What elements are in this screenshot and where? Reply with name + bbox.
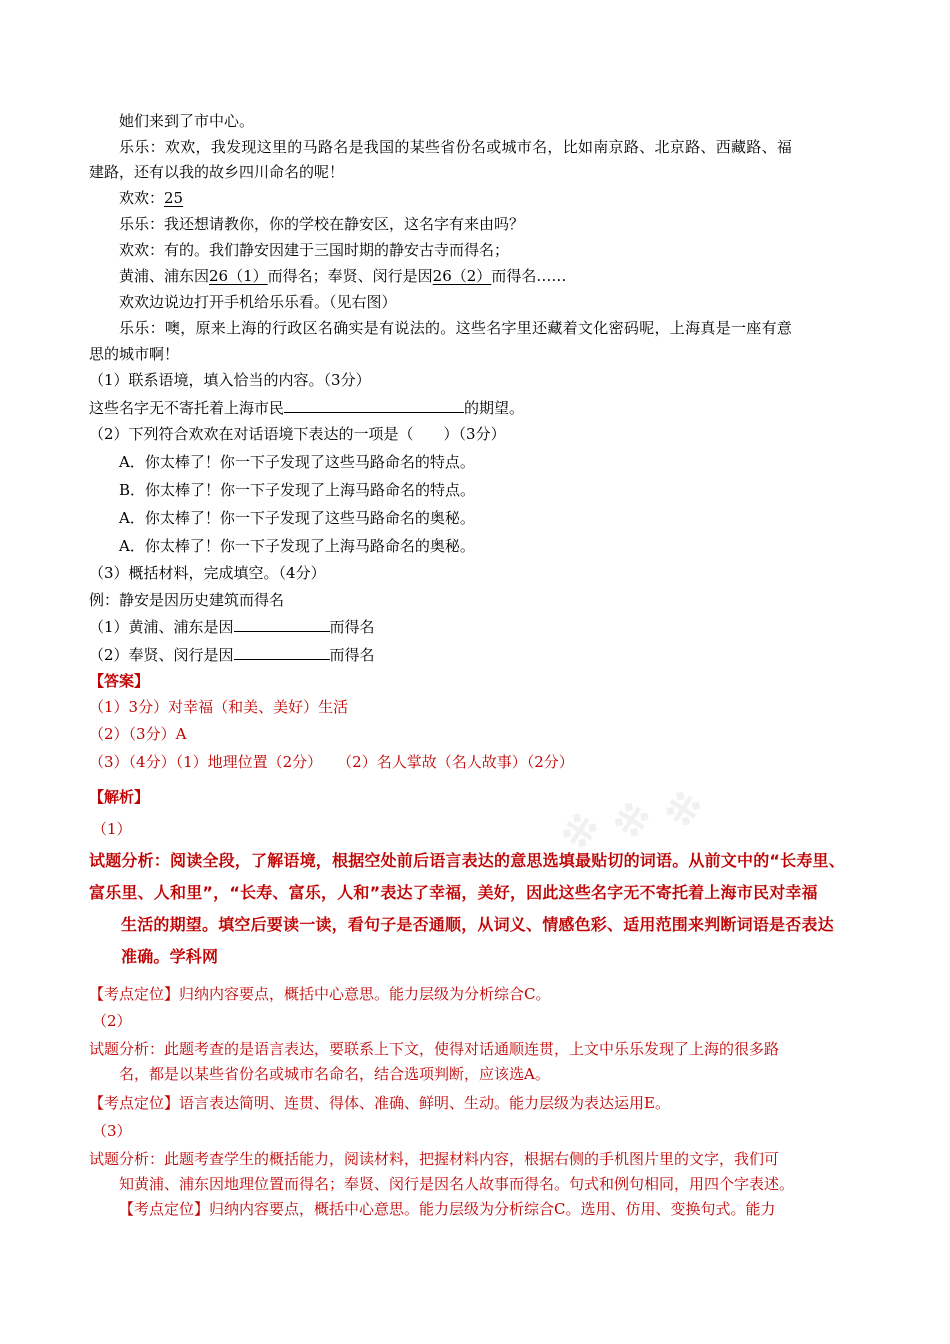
analysis-text: 准确。学科网 [121,947,219,966]
text-span: 这些名字无不寄托着上海市民 [89,399,285,417]
text-span: 的期望。 [464,399,525,417]
dialogue-line [119,187,183,209]
text-span: 而得名；奉贤、闵行是因 [267,267,433,285]
dialogue-line: 乐乐：我还想请教你，你的学校在静安区，这名字有来由吗？ [119,215,525,233]
text-span: 而得名…… [491,267,567,285]
question-2-option: A．你太棒了！你一下子发现了上海马路命名的奥秘。 [119,537,475,555]
blank-ref-26-1: 26（1） [209,267,268,285]
answer-line: （2）（3分）A [89,725,187,743]
blank-ref-25: 25 [164,189,184,207]
analysis-text: 富乐里、人和里”，“长寿、富乐，人和”表达了幸福，美好，因此这些名字无不寄托着上海市民对幸福 [89,883,818,902]
question-2-option: B．你太棒了！你一下子发现了上海马路命名的特点。 [119,481,476,499]
dialogue-line: 乐乐：噢，原来上海的行政区名确实是有说法的。这些名字里还藏着文化密码呢，上海真是一座有意 [119,319,793,337]
dialogue-line: 乐乐：欢欢，我发现这里的马路名是我国的某些省份名或城市名，比如南京路、北京路、西藏路、福 [119,138,793,156]
question-3-title: （3）概括材料，完成填空。（4分） [89,564,326,582]
watermark: ※ ※ ※ [556,785,708,861]
question-1-title: （1）联系语境，填入恰当的内容。（3分） [89,371,371,389]
dialogue-line: 思的城市啊！ [89,345,180,363]
question-3-example: 例：静安是因历史建筑而得名 [89,591,285,609]
dialogue-line: 建路，还有以我的故乡四川命名的呢！ [89,163,345,181]
answer-line: （1）3分）对幸福（和美、美好）生活 [89,698,349,716]
analysis-key-point: 【考点定位】归纳内容要点，概括中心意思。能力层级为分析综合C。 [89,985,551,1003]
analysis-key-point: 【考点定位】归纳内容要点，概括中心意思。能力层级为分析综合C。选用、仿用、变换句式。能力 [119,1200,776,1218]
analysis-text: 试题分析：此题考查学生的概括能力，阅读材料，把握材料内容，根据右侧的手机图片里的文字，我们可 [89,1150,780,1168]
question-1-stem [89,396,524,419]
text-span: 黄浦、浦东因 [119,267,210,285]
answer-line: （3）（4分）（1）地理位置（2分） （2）名人掌故（名人故事）（2分） [89,753,574,771]
question-3-item [89,643,375,666]
dialogue-line: 她们来到了市中心。 [119,112,255,130]
analysis-text: 试题分析：此题考查的是语言表达，要联系上下文，使得对话通顺连贯，上文中乐乐发现了上海的很多路 [89,1040,780,1058]
question-2-option: A．你太棒了！你一下子发现了这些马路命名的特点。 [119,453,475,471]
fill-blank [284,396,464,413]
text-span: 而得名 [329,646,375,664]
question-2-option: A．你太棒了！你一下子发现了这些马路命名的奥秘。 [119,509,475,527]
analysis-heading: 【解析】 [89,788,150,806]
text-span: 而得名 [329,618,375,636]
question-3-item [89,615,375,638]
answer-heading: 【答案】 [89,672,150,690]
analysis-part-number: （1） [92,820,132,838]
analysis-text: 名，都是以某些省份名或城市名命名，结合选项判断，应该选A。 [119,1065,550,1083]
blank-ref-26-2: 26（2） [432,267,492,285]
analysis-text: 生活的期望。填空后要读一读，看句子是否通顺，从词义、情感色彩、适用范围来判断词语是否表达 [121,915,834,934]
fill-blank [234,615,330,632]
analysis-key-point: 【考点定位】语言表达简明、连贯、得体、准确、鲜明、生动。能力层级为表达运用E。 [89,1094,670,1112]
fill-blank [234,643,330,660]
text-span: （2）奉贤、闵行是因 [89,646,234,664]
dialogue-line: 欢欢边说边打开手机给乐乐看。（见右图） [119,293,397,311]
analysis-part-number: （3） [92,1122,132,1140]
analysis-part-number: （2） [92,1012,132,1030]
text-span: （1）黄浦、浦东是因 [89,618,234,636]
dialogue-line [119,265,566,287]
dialogue-line: 欢欢：有的。我们静安因建于三国时期的静安古寺而得名； [119,241,510,259]
analysis-text: 知黄浦、浦东因地理位置而得名；奉贤、闵行是因名人故事而得名。句式和例句相同，用四个字表述。 [119,1175,795,1193]
dialogue-speaker: 欢欢： [119,189,165,207]
analysis-text: 试题分析：阅读全段，了解语境，根据空处前后语言表达的意思选填最贴切的词语。从前文中的“长寿里、 [89,851,845,870]
question-2-title: （2）下列符合欢欢在对话语境下表达的一项是（ ）（3分） [89,425,506,443]
